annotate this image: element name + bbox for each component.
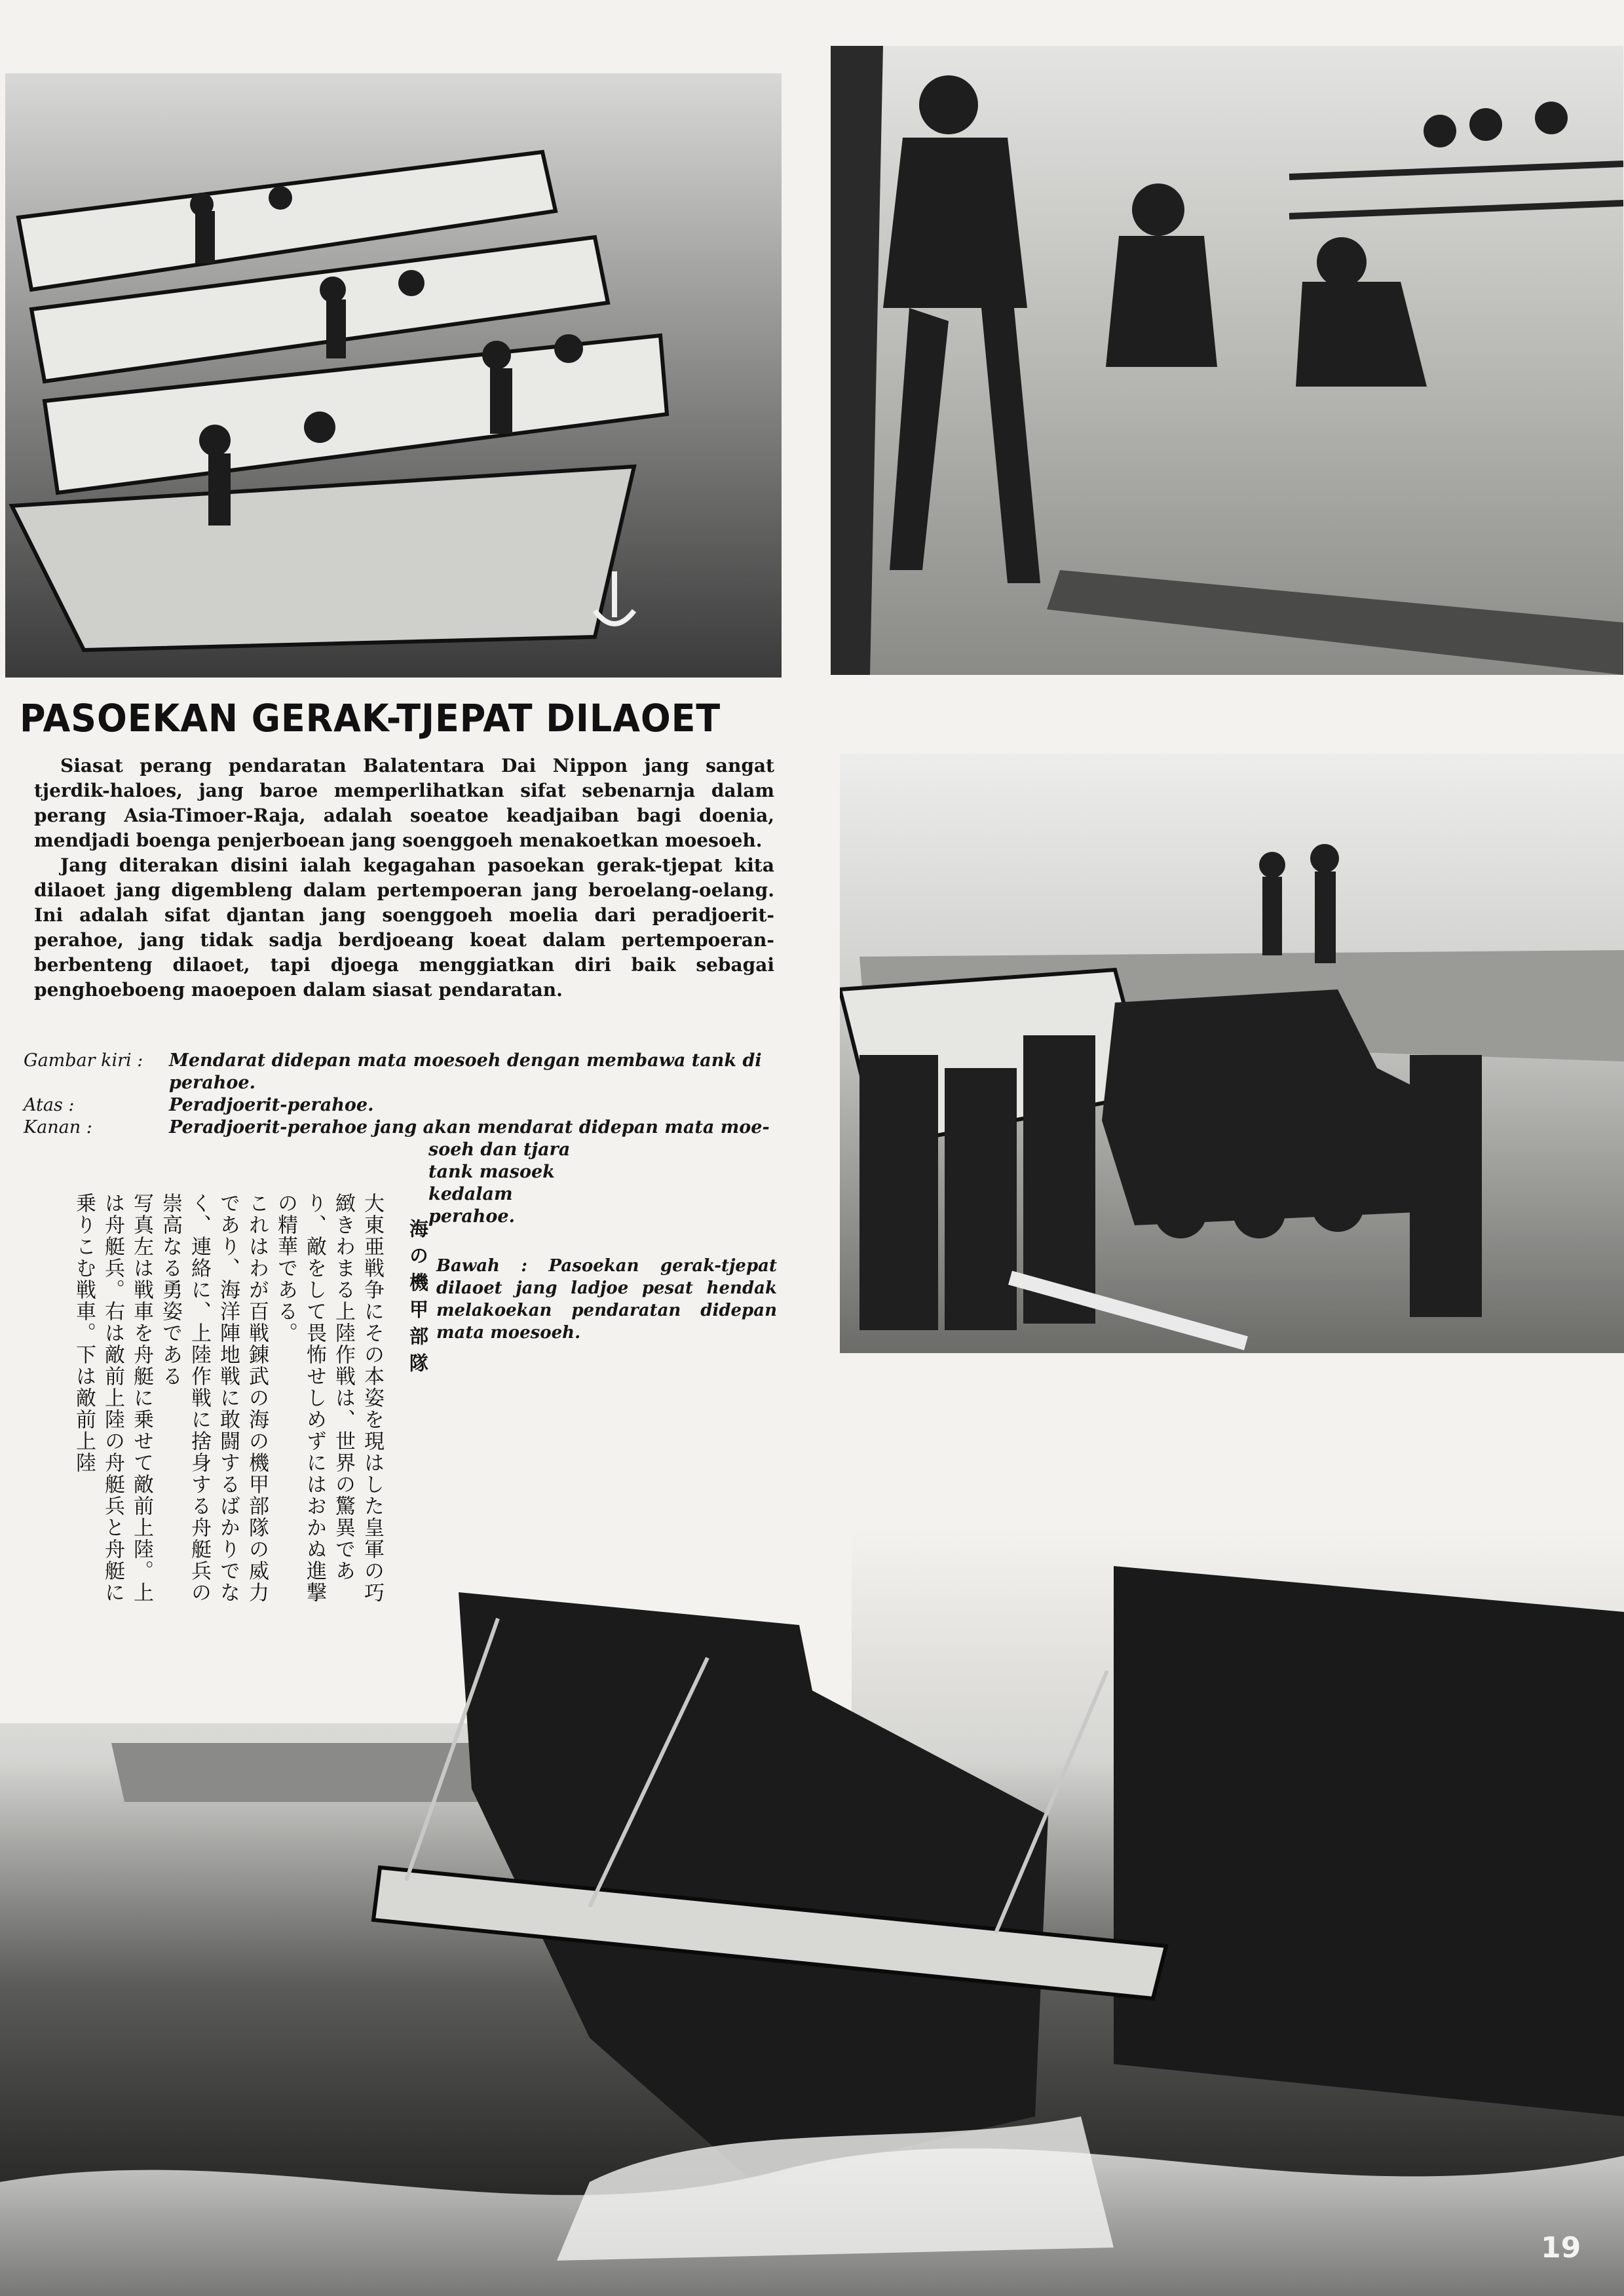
photo-boat-soldiers: [831, 46, 1623, 675]
caption-text: Peradjoerit-perahoe.: [169, 1095, 374, 1115]
body-paragraph: Jang diterakan disini ialah kegagahan pasoekan gerak-tjepat kita dilaoet jang digembleng dalam pertempoeran jang beroelang-oelang. Ini adalah sifat djantan jang soenggoeh moelia dari peradjoerit-perahoe, jang tidak sadja berdjoeang koeat dalam pertempoeran-berbenteng dilaoet, tapi djoega menggiatkan diri baik sebagai penghoeboeng maoepoen dalam siasat pendaratan.: [34, 854, 774, 1001]
caption-label: Gambar kiri :: [24, 1050, 143, 1071]
japanese-title: 海の機甲部隊: [407, 1219, 429, 1380]
headline: PASOEKAN GERAK-TJEPAT DILAOET: [20, 696, 721, 740]
caption-bottom: Bawah : Pasoekan gerak-tjepat dilaoet jang ladjoe pesat hendak melakoekan pendaratan didepan mata moesoeh.: [436, 1256, 777, 1343]
caption-text-continued: soeh dan tjara tank masoek kedalam perahoe.: [428, 1139, 571, 1227]
caption-text: Peradjoerit-perahoe jang akan mendarat didepan mata moe-: [169, 1117, 770, 1138]
caption-label: Kanan :: [24, 1117, 92, 1138]
caption-label: Atas :: [24, 1095, 75, 1115]
body-paragraph: Siasat perang pendaratan Balatentara Dai Nippon jang sangat tjerdik-haloes, jang baroe memperlihatkan sifat sebenarnja dalam perang Asia-Timoer-Raja, adalah soeatoe keadjaiban bagi doenia, mendjadi boenga penjerboean jang soenggoeh menakoetkan moesoeh.: [34, 755, 774, 851]
body-text: [34, 754, 774, 1003]
caption-top: [24, 1094, 777, 1117]
japanese-paragraph: これはわが百戦錬武の海の機甲部隊の威力であり、海洋陣地戦に敢闘するばかりでなく、連絡に、上陸作戦に捨身する舟艇兵の崇高なる勇姿である: [159, 1193, 269, 1603]
photo-tank-boarding: [840, 754, 1624, 1353]
page-number: 19: [1541, 2231, 1581, 2265]
caption-right: [24, 1117, 777, 1139]
japanese-text-block: [39, 1193, 432, 1612]
japanese-paragraph: 写真左は戦車を舟艇に乗せて敵前上陸。上は舟艇兵。右は敵前上陸の舟艇兵と舟艇に乗りこむ戦車。下は敵前上陸: [72, 1193, 153, 1603]
caption-text: Mendarat didepan mata moesoeh dengan membawa tank di perahoe.: [169, 1050, 762, 1093]
photo-landing-boats: [5, 73, 782, 678]
caption-left: [24, 1050, 777, 1094]
photo-landing-craft: [0, 1527, 1624, 2296]
japanese-paragraph: 大東亜戦争にその本姿を現はした皇軍の巧緻きわまる上陸作戦は、世界の驚異であり、敵をして畏怖せしめずにはおかぬ進撃の精華である。: [274, 1193, 384, 1603]
